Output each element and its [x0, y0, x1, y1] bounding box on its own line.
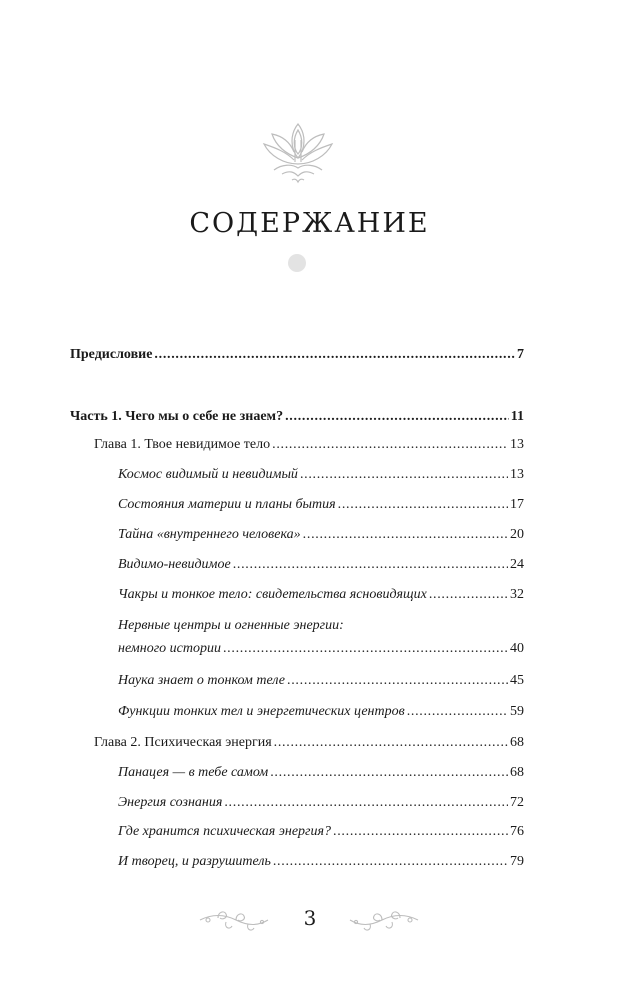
toc-entry-page: 13: [510, 437, 524, 452]
toc-entry-page: 11: [510, 409, 524, 424]
toc-entry-label: Глава 2. Психическая энергия: [94, 735, 272, 750]
toc-entry-section[interactable]: [118, 586, 524, 604]
page-number: 3: [303, 906, 317, 930]
toc-entry-page: 40: [510, 641, 524, 656]
toc-leader: [407, 703, 508, 721]
toc-entry-section[interactable]: [118, 853, 524, 871]
toc-entry-label: Состояния материи и планы бытия: [118, 497, 336, 512]
toc-entry-preface[interactable]: [70, 346, 524, 364]
toc-entry-page: 68: [510, 765, 524, 780]
toc-entry-page: 32: [510, 587, 524, 602]
toc-entry-page: 13: [510, 467, 524, 482]
floral-ornament-icon: [196, 906, 272, 934]
toc-entry-section[interactable]: [118, 703, 524, 721]
toc-entry-label: Панацея — в тебе самом: [118, 765, 269, 780]
toc-entry-page: 79: [510, 854, 524, 869]
toc-leader: [274, 734, 508, 752]
toc-entry-section[interactable]: [118, 823, 524, 841]
toc-entry-section[interactable]: [118, 466, 524, 484]
toc-leader: [429, 586, 508, 604]
toc-entry-page: 45: [510, 673, 524, 688]
toc-entry-label: Чакры и тонкое тело: свидетельства ясновидящих: [118, 587, 427, 602]
toc-leader: [338, 496, 508, 514]
page-title: СОДЕРЖАНИЕ: [189, 208, 430, 239]
toc-leader: [224, 794, 508, 812]
toc-leader: [154, 346, 515, 364]
toc-entry-section[interactable]: [118, 496, 524, 514]
toc-entry-label: Глава 1. Твое невидимое тело: [94, 437, 271, 452]
toc-entry-label: Предисловие: [70, 347, 153, 362]
toc-entry-section[interactable]: [118, 672, 524, 690]
toc-entry-page: 24: [510, 557, 524, 572]
toc-entry-chapter-2[interactable]: [94, 734, 524, 752]
floral-ornament-icon: [346, 906, 422, 934]
toc-entry-part-1[interactable]: [70, 408, 524, 426]
toc-entry-label: Часть 1. Чего мы о себе не знаем?: [70, 409, 284, 424]
toc-leader: [270, 764, 508, 782]
toc-entry-page: 17: [510, 497, 524, 512]
toc-entry-label: Функции тонких тел и энергетических центров: [118, 704, 405, 719]
toc-entry-section[interactable]: [118, 794, 524, 812]
toc-entry-label-line-1[interactable]: Нервные центры и огненные энергии:: [118, 618, 344, 633]
toc-leader: [223, 640, 508, 658]
toc-leader: [333, 823, 508, 841]
toc-entry-chapter-1[interactable]: [94, 436, 524, 454]
toc-entry-page: 20: [510, 527, 524, 542]
toc-entry-page: 59: [510, 704, 524, 719]
toc-entry-label: Тайна «внутреннего человека»: [118, 527, 301, 542]
toc-entry-section[interactable]: [118, 640, 524, 658]
toc-leader: [300, 466, 508, 484]
toc-leader: [273, 853, 508, 871]
toc-entry-section[interactable]: [118, 526, 524, 544]
toc-entry-label: Энергия сознания: [118, 795, 223, 810]
toc-entry-label: немного истории: [118, 641, 221, 656]
toc-leader: [303, 526, 508, 544]
toc-entry-label: Видимо-невидимое: [118, 557, 231, 572]
toc-entry-page: 72: [510, 795, 524, 810]
toc-leader: [285, 408, 509, 426]
toc-entry-page: 68: [510, 735, 524, 750]
toc-entry-label: И творец, и разрушитель: [118, 854, 271, 869]
toc-entry-page: 7: [517, 347, 524, 362]
toc-entry-label: Где хранится психическая энергия?: [118, 824, 332, 839]
toc-entry-section[interactable]: [118, 764, 524, 782]
toc-entry-label: Космос видимый и невидимый: [118, 467, 298, 482]
toc-entry-label: Наука знает о тонком теле: [118, 673, 286, 688]
toc-entry-page: 76: [510, 824, 524, 839]
toc-entry-section[interactable]: [118, 556, 524, 574]
toc-leader: [272, 436, 508, 454]
toc-leader: [233, 556, 508, 574]
toc-leader: [287, 672, 508, 690]
